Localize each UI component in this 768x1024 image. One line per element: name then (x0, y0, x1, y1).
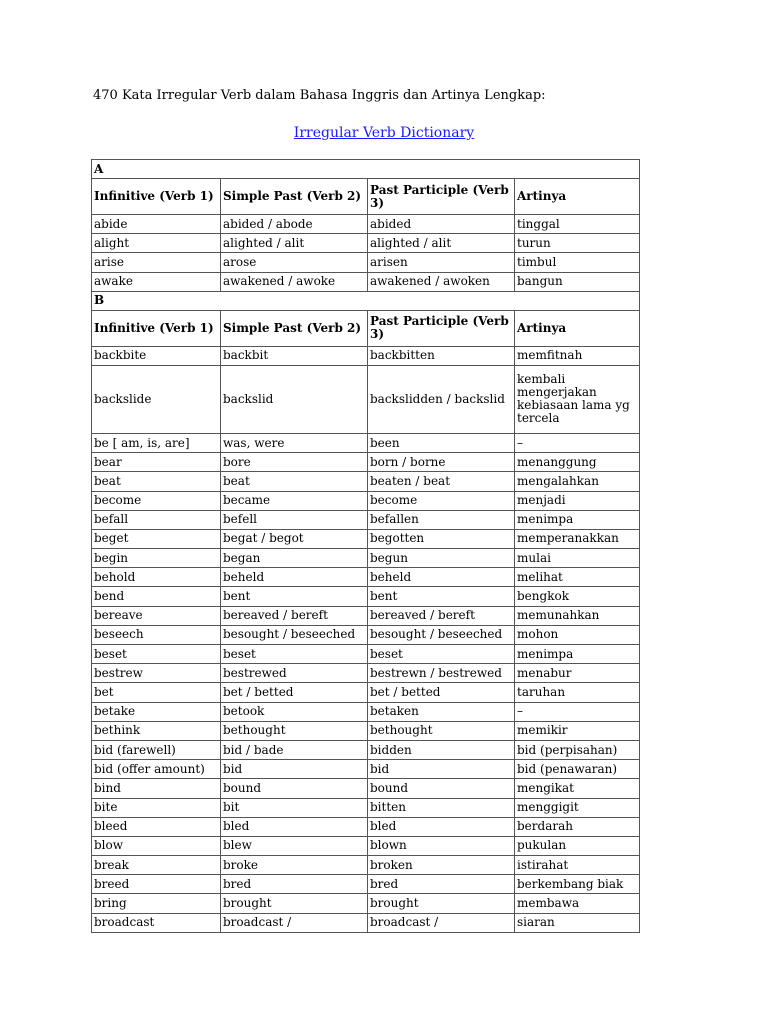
cell-infinitive: bind (92, 779, 221, 798)
table-row (92, 836, 640, 855)
header-artinya: Artinya (515, 179, 640, 215)
cell-past-participle: bet / betted (368, 683, 515, 702)
cell-past-participle: begotten (368, 529, 515, 548)
cell-simple-past: blew (221, 836, 368, 855)
cell-infinitive: bethink (92, 721, 221, 740)
cell-past-participle: abided (368, 215, 515, 234)
cell-infinitive: alight (92, 234, 221, 253)
section-letter-row (92, 160, 640, 179)
table-row (92, 664, 640, 683)
cell-infinitive: abide (92, 215, 221, 234)
cell-simple-past: bled (221, 817, 368, 836)
cell-past-participle: born / borne (368, 453, 515, 472)
cell-infinitive: beat (92, 472, 221, 491)
cell-simple-past: betook (221, 702, 368, 721)
cell-artinya: bid (penawaran) (515, 760, 640, 779)
cell-artinya: memunahkan (515, 606, 640, 625)
cell-simple-past: arose (221, 253, 368, 272)
cell-past-participle: befallen (368, 510, 515, 529)
cell-simple-past: broke (221, 856, 368, 875)
cell-simple-past: began (221, 549, 368, 568)
cell-infinitive: bite (92, 798, 221, 817)
cell-artinya: bengkok (515, 587, 640, 606)
table-row (92, 798, 640, 817)
cell-artinya: menjadi (515, 491, 640, 510)
cell-artinya: menggigit (515, 798, 640, 817)
table-row (92, 875, 640, 894)
cell-simple-past: became (221, 491, 368, 510)
header-infinitive: Infinitive (Verb 1) (92, 310, 221, 346)
cell-infinitive: bestrew (92, 664, 221, 683)
table-row (92, 721, 640, 740)
cell-simple-past: befell (221, 510, 368, 529)
cell-infinitive: arise (92, 253, 221, 272)
cell-past-participle: bid (368, 760, 515, 779)
cell-simple-past: bethought (221, 721, 368, 740)
cell-artinya: memperanakkan (515, 529, 640, 548)
cell-simple-past: bid / bade (221, 740, 368, 759)
table-row (92, 625, 640, 644)
cell-past-participle: bound (368, 779, 515, 798)
cell-infinitive: bet (92, 683, 221, 702)
header-artinya: Artinya (515, 310, 640, 346)
cell-past-participle: beset (368, 645, 515, 664)
cell-artinya: taruhan (515, 683, 640, 702)
cell-artinya: berkembang biak (515, 875, 640, 894)
cell-simple-past: backslid (221, 365, 368, 433)
cell-infinitive: bid (offer amount) (92, 760, 221, 779)
cell-simple-past: bid (221, 760, 368, 779)
cell-past-participle: brought (368, 894, 515, 913)
table-row (92, 894, 640, 913)
cell-artinya: turun (515, 234, 640, 253)
table-row (92, 913, 640, 932)
cell-artinya: memikir (515, 721, 640, 740)
cell-artinya: pukulan (515, 836, 640, 855)
cell-simple-past: beat (221, 472, 368, 491)
cell-past-participle: broadcast / (368, 913, 515, 932)
cell-simple-past: abided / abode (221, 215, 368, 234)
cell-simple-past: was, were (221, 433, 368, 452)
table-row (92, 234, 640, 253)
cell-past-participle: begun (368, 549, 515, 568)
header-simple-past: Simple Past (Verb 2) (221, 179, 368, 215)
table-row (92, 779, 640, 798)
cell-artinya: mulai (515, 549, 640, 568)
cell-simple-past: begat / begot (221, 529, 368, 548)
cell-infinitive: broadcast (92, 913, 221, 932)
cell-infinitive: betake (92, 702, 221, 721)
cell-infinitive: bear (92, 453, 221, 472)
column-header-row (92, 179, 640, 215)
cell-past-participle: arisen (368, 253, 515, 272)
header-past-participle: Past Participle (Verb 3) (368, 310, 515, 346)
cell-past-participle: become (368, 491, 515, 510)
cell-infinitive: backslide (92, 365, 221, 433)
cell-simple-past: broadcast / (221, 913, 368, 932)
cell-past-participle: broken (368, 856, 515, 875)
cell-artinya: membawa (515, 894, 640, 913)
cell-artinya: melihat (515, 568, 640, 587)
table-row (92, 568, 640, 587)
cell-simple-past: brought (221, 894, 368, 913)
table-row (92, 510, 640, 529)
cell-artinya: istirahat (515, 856, 640, 875)
cell-infinitive: bleed (92, 817, 221, 836)
cell-past-participle: bent (368, 587, 515, 606)
cell-artinya: berdarah (515, 817, 640, 836)
cell-artinya: tinggal (515, 215, 640, 234)
cell-simple-past: bit (221, 798, 368, 817)
cell-infinitive: awake (92, 272, 221, 291)
cell-infinitive: breed (92, 875, 221, 894)
table-row (92, 702, 640, 721)
table-row (92, 253, 640, 272)
cell-past-participle: awakened / awoken (368, 272, 515, 291)
cell-artinya: – (515, 702, 640, 721)
cell-infinitive: bring (92, 894, 221, 913)
cell-past-participle: beaten / beat (368, 472, 515, 491)
table-row (92, 740, 640, 759)
cell-infinitive: be [ am, is, are] (92, 433, 221, 452)
section-letter: A (92, 160, 640, 179)
cell-simple-past: beset (221, 645, 368, 664)
cell-past-participle: bethought (368, 721, 515, 740)
cell-past-participle: betaken (368, 702, 515, 721)
table-row (92, 760, 640, 779)
table-row (92, 856, 640, 875)
cell-past-participle: backslidden / backslid (368, 365, 515, 433)
table-row (92, 346, 640, 365)
irregular-verb-table (91, 159, 640, 933)
cell-simple-past: bent (221, 587, 368, 606)
cell-past-participle: besought / beseeched (368, 625, 515, 644)
table-row (92, 645, 640, 664)
cell-artinya: timbul (515, 253, 640, 272)
table-row (92, 683, 640, 702)
cell-past-participle: blown (368, 836, 515, 855)
table-row (92, 817, 640, 836)
header-infinitive: Infinitive (Verb 1) (92, 179, 221, 215)
table-row (92, 472, 640, 491)
cell-past-participle: bereaved / bereft (368, 606, 515, 625)
dictionary-link[interactable]: Irregular Verb Dictionary (293, 125, 475, 141)
cell-simple-past: bet / betted (221, 683, 368, 702)
table-row (92, 453, 640, 472)
cell-artinya: mengikat (515, 779, 640, 798)
cell-artinya: memfitnah (515, 346, 640, 365)
cell-artinya: bangun (515, 272, 640, 291)
cell-infinitive: beseech (92, 625, 221, 644)
cell-infinitive: bid (farewell) (92, 740, 221, 759)
cell-artinya: mohon (515, 625, 640, 644)
section-letter-row (92, 291, 640, 310)
cell-past-participle: bestrewn / bestrewed (368, 664, 515, 683)
cell-simple-past: beheld (221, 568, 368, 587)
cell-past-participle: bitten (368, 798, 515, 817)
cell-simple-past: bound (221, 779, 368, 798)
table-row (92, 587, 640, 606)
table-row (92, 529, 640, 548)
cell-infinitive: bereave (92, 606, 221, 625)
section-letter: B (92, 291, 640, 310)
cell-artinya: menabur (515, 664, 640, 683)
table-row (92, 272, 640, 291)
cell-artinya: menimpa (515, 645, 640, 664)
cell-infinitive: beget (92, 529, 221, 548)
cell-simple-past: besought / beseeched (221, 625, 368, 644)
cell-past-participle: beheld (368, 568, 515, 587)
table-row (92, 606, 640, 625)
column-header-row (92, 310, 640, 346)
cell-infinitive: backbite (92, 346, 221, 365)
table-row (92, 433, 640, 452)
cell-simple-past: backbit (221, 346, 368, 365)
header-past-participle: Past Participle (Verb 3) (368, 179, 515, 215)
cell-simple-past: bred (221, 875, 368, 894)
table-row (92, 549, 640, 568)
intro-text: 470 Kata Irregular Verb dalam Bahasa Inggris dan Artinya Lengkap: (93, 88, 546, 103)
cell-artinya: kembali mengerjakan kebiasaan lama yg tercela (515, 365, 640, 433)
cell-past-participle: bidden (368, 740, 515, 759)
cell-infinitive: befall (92, 510, 221, 529)
cell-simple-past: awakened / awoke (221, 272, 368, 291)
cell-infinitive: beset (92, 645, 221, 664)
cell-infinitive: blow (92, 836, 221, 855)
cell-infinitive: break (92, 856, 221, 875)
table-row (92, 491, 640, 510)
cell-simple-past: bereaved / bereft (221, 606, 368, 625)
cell-past-participle: been (368, 433, 515, 452)
table-row (92, 365, 640, 433)
cell-past-participle: backbitten (368, 346, 515, 365)
cell-past-participle: alighted / alit (368, 234, 515, 253)
header-simple-past: Simple Past (Verb 2) (221, 310, 368, 346)
cell-artinya: siaran (515, 913, 640, 932)
cell-infinitive: behold (92, 568, 221, 587)
cell-artinya: bid (perpisahan) (515, 740, 640, 759)
cell-artinya: menimpa (515, 510, 640, 529)
cell-artinya: menanggung (515, 453, 640, 472)
cell-infinitive: bend (92, 587, 221, 606)
cell-artinya: mengalahkan (515, 472, 640, 491)
cell-simple-past: bestrewed (221, 664, 368, 683)
cell-artinya: – (515, 433, 640, 452)
cell-simple-past: bore (221, 453, 368, 472)
cell-infinitive: become (92, 491, 221, 510)
table-row (92, 215, 640, 234)
cell-past-participle: bred (368, 875, 515, 894)
cell-simple-past: alighted / alit (221, 234, 368, 253)
cell-past-participle: bled (368, 817, 515, 836)
cell-infinitive: begin (92, 549, 221, 568)
